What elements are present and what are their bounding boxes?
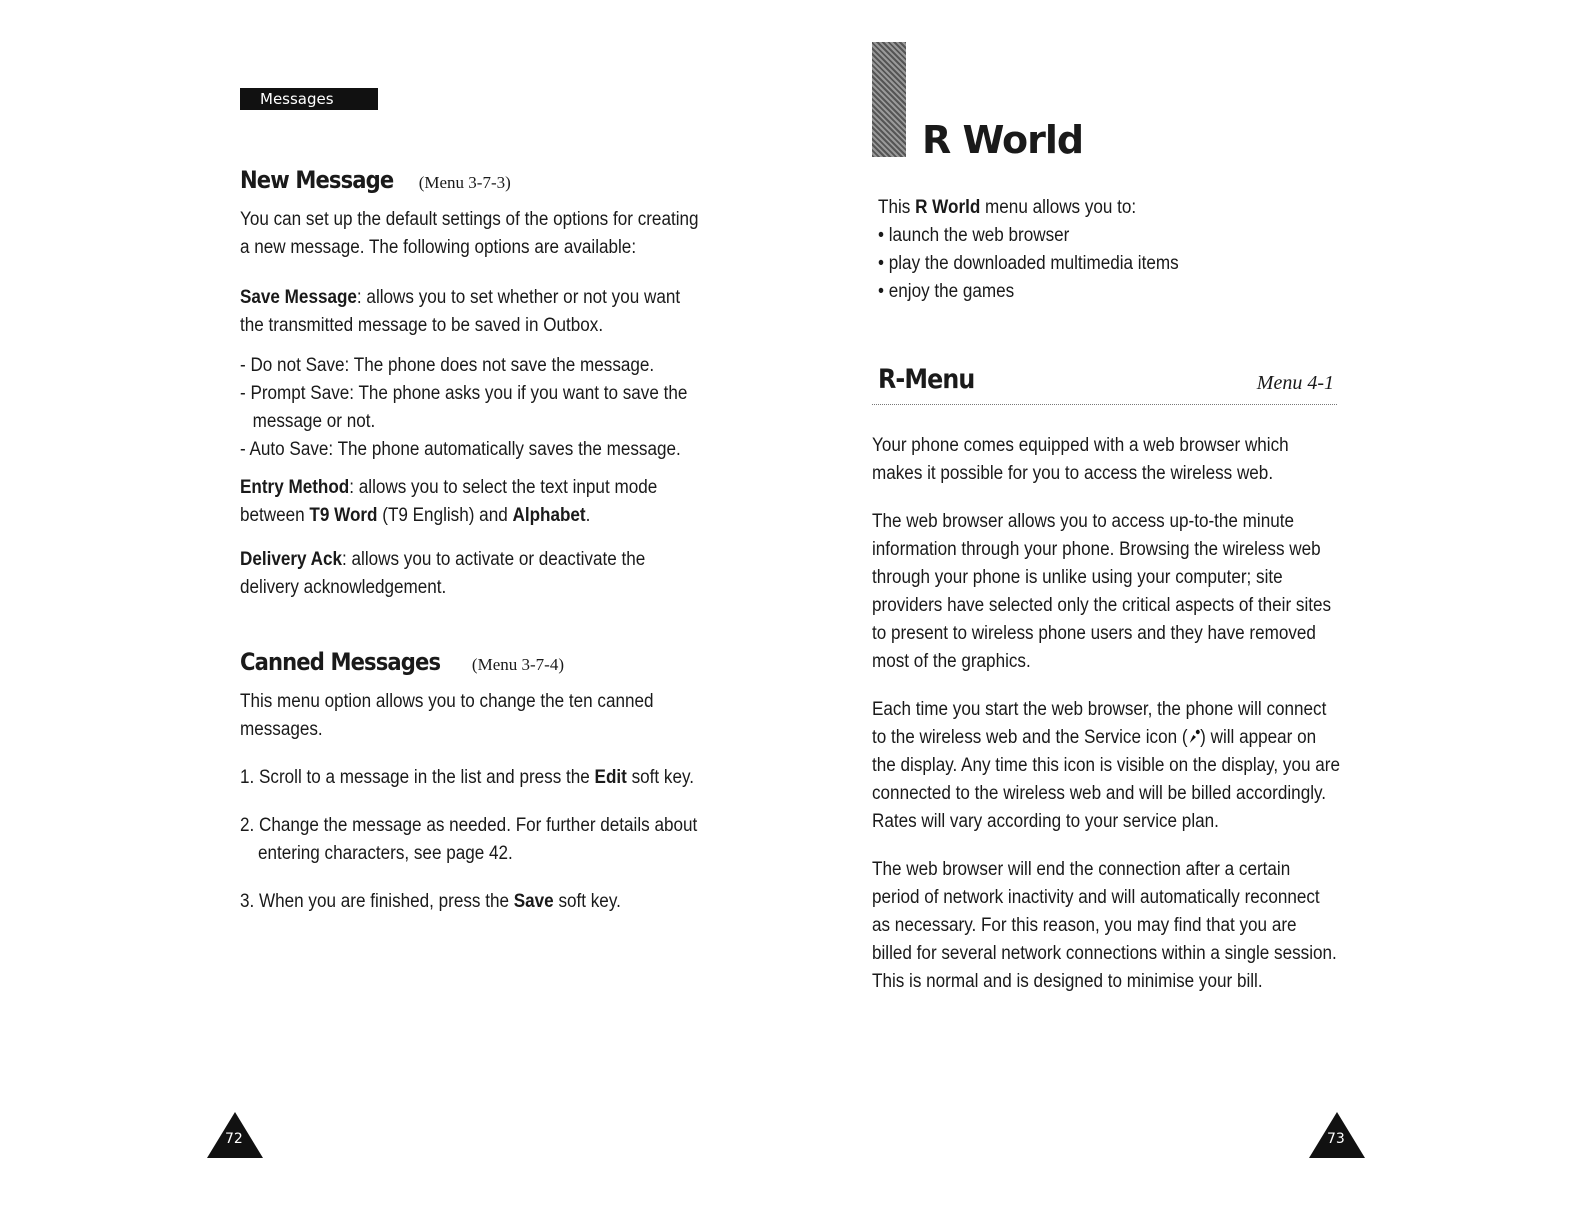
chapter-bar-graphic — [872, 42, 906, 157]
new-message-menu-ref: (Menu 3-7-3) — [418, 173, 511, 192]
save-message-label: Save Message — [240, 287, 357, 308]
canned-messages-title: Canned Messages — [240, 648, 441, 676]
step-text-end: soft key. — [626, 767, 695, 788]
r-world-intro — [878, 194, 1346, 222]
canned-intro: This menu option allows you to change the ten canned messages. — [240, 691, 654, 740]
r-menu-para-1: Your phone comes equipped with a web browser which makes it possible for you to access the wireless web. — [872, 435, 1289, 484]
page-number-right: 73 — [1327, 1131, 1345, 1147]
entry-method-text-2: (T9 English) and — [377, 505, 513, 526]
r-menu-title: R-Menu — [878, 364, 975, 395]
step-text: 3. When you are finished, press the — [240, 891, 514, 912]
edit-key-label: Edit — [594, 767, 627, 788]
bullet-text: enjoy the games — [888, 281, 1015, 302]
new-message-heading — [240, 166, 720, 194]
save-message-para — [240, 284, 708, 340]
r-world-bullets — [878, 222, 1346, 306]
section-divider — [872, 404, 1337, 405]
entry-method-para — [240, 474, 708, 530]
r-world-intro-block — [878, 194, 1346, 306]
canned-messages-heading — [240, 648, 720, 676]
list-item: - Do not Save: The phone does not save the message. — [240, 355, 655, 376]
page-number-left: 72 — [225, 1131, 243, 1147]
r-menu-para-4: The web browser will end the connection after a certain period of network inactivity and will automatically reconnect as necessary. For this reason, you may find that you are billed for several network connections within a single session. This is normal and is designed to minimise your bill. — [872, 859, 1337, 992]
entry-method-end: . — [585, 505, 591, 526]
delivery-ack-para — [240, 546, 708, 602]
section-tag: Messages — [240, 88, 378, 110]
new-message-title: New Message — [240, 166, 394, 194]
para-3-text-end: ) will appear on the display. Any time this icon is visible on the display, you are connected to the wireless web and will be billed accordingly. Rates will vary according to your service plan. — [872, 727, 1340, 832]
new-message-intro: You can set up the default settings of the options for creating a new message. The following options are available: — [240, 209, 699, 258]
save-message-text: : allows you to set whether or not you want the transmitted message to be saved in Outbox. — [240, 287, 681, 336]
r-menu-body — [872, 432, 1340, 996]
delivery-ack-label: Delivery Ack — [240, 549, 343, 570]
intro-text-end: menu allows you to: — [980, 197, 1137, 218]
left-page — [240, 88, 720, 936]
canned-messages-menu-ref: (Menu 3-7-4) — [471, 655, 564, 674]
intro-text: This — [878, 197, 916, 218]
service-icon — [1188, 726, 1201, 744]
list-item: • play the downloaded multimedia items — [878, 253, 1179, 274]
para-3-text: Each time you start the web browser, the phone will connect to the wireless web and the Service icon ( — [872, 699, 1327, 748]
right-page — [878, 194, 1348, 398]
canned-messages-body — [240, 688, 708, 916]
delivery-ack-text: : allows you to activate or deactivate the delivery acknowledgement. — [240, 549, 646, 598]
r-menu-ref: Menu 4-1 — [1256, 372, 1334, 394]
list-item — [240, 888, 708, 916]
alphabet-label: Alphabet — [512, 505, 586, 526]
list-item — [240, 764, 708, 792]
step-text: 1. Scroll to a message in the list and press the — [240, 767, 595, 788]
r-menu-para-3 — [872, 696, 1340, 836]
entry-method-label: Entry Method — [240, 477, 350, 498]
canned-steps — [240, 764, 708, 916]
entry-method-text: : allows you to select the text input mode between — [240, 477, 658, 526]
save-key-label: Save — [513, 891, 554, 912]
t9-word-label: T9 Word — [309, 505, 378, 526]
list-item: • launch the web browser — [878, 225, 1070, 246]
save-options-list — [240, 352, 708, 464]
step-text-end: soft key. — [553, 891, 621, 912]
new-message-body — [240, 206, 708, 602]
r-menu-para-2: The web browser allows you to access up-to-the minute information through your phone. Browsing the wireless web through your phone is unlike using your computer; site providers have selected only the critical aspects of their sites to present to wireless phone users and they have removed most of the graphics. — [872, 511, 1332, 672]
list-item: - Auto Save: The phone automatically saves the message. — [240, 439, 681, 460]
bullet-text: launch the web browser — [888, 225, 1070, 246]
list-item: • enjoy the games — [878, 281, 1015, 302]
list-item: - Prompt Save: The phone asks you if you want to save the message or not. — [240, 383, 688, 432]
chapter-title: R World — [922, 118, 1084, 162]
list-item: 2. Change the message as needed. For further details about entering characters, see page 42. — [240, 815, 698, 864]
r-world-bold: R World — [915, 197, 981, 218]
bullet-text: play the downloaded multimedia items — [888, 253, 1179, 274]
r-menu-heading — [878, 364, 1348, 398]
